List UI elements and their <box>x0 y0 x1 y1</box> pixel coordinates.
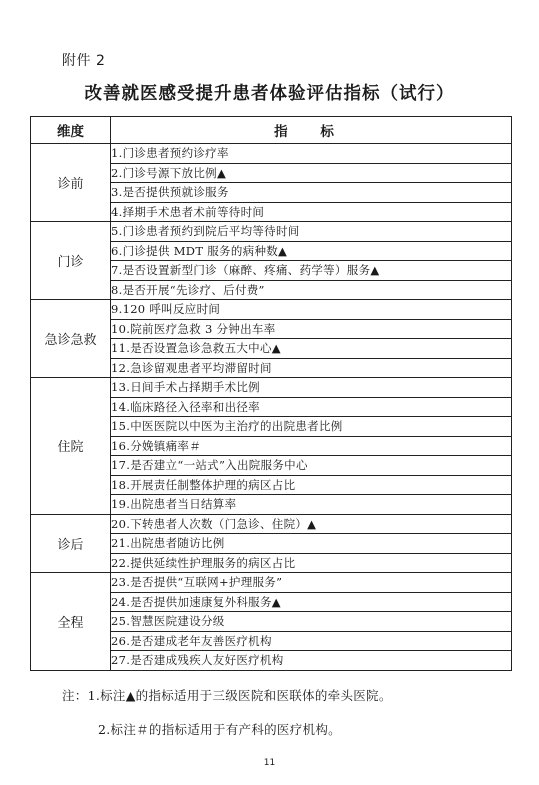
note-2: 2.标注＃的指标适用于有产科的医疗机构。 <box>98 722 341 737</box>
dimension-cell: 诊后 <box>31 514 111 573</box>
dimension-cell: 诊前 <box>31 144 111 222</box>
dimension-cell: 住院 <box>31 378 111 515</box>
table-row <box>31 514 512 534</box>
indicator-cell: 25.智慧医院建设分级 <box>111 612 512 632</box>
table-row <box>31 573 512 593</box>
dimension-cell: 全程 <box>31 573 111 671</box>
indicator-cell: 7.是否设置新型门诊（麻醉、疼痛、药学等）服务▲ <box>111 261 512 281</box>
indicator-cell: 23.是否提供“互联网+护理服务” <box>111 573 512 593</box>
note-1: 注：1.标注▲的指标适用于三级医院和医联体的牵头医院。 <box>62 688 392 703</box>
table-header-row <box>31 117 512 144</box>
indicator-cell: 12.急诊留观患者平均滞留时间 <box>111 358 512 378</box>
indicator-cell: 16.分娩镇痛率＃ <box>111 436 512 456</box>
indicator-cell: 22.提供延续性护理服务的病区占比 <box>111 553 512 573</box>
indicator-cell: 19.出院患者当日结算率 <box>111 495 512 515</box>
indicator-cell: 4.择期手术患者术前等待时间 <box>111 202 512 222</box>
document-title: 改善就医感受提升患者体验评估指标（试行） <box>84 84 455 104</box>
indicator-cell: 27.是否建成残疾人友好医疗机构 <box>111 651 512 671</box>
table-body <box>31 144 512 671</box>
table-row <box>31 222 512 242</box>
indicator-cell: 26.是否建成老年友善医疗机构 <box>111 631 512 651</box>
indicator-cell: 11.是否设置急诊急救五大中心▲ <box>111 339 512 359</box>
indicator-cell: 20.下转患者人次数（门急诊、住院）▲ <box>111 514 512 534</box>
indicator-cell: 10.院前医疗急救 3 分钟出车率 <box>111 319 512 339</box>
indicator-cell: 24.是否提供加速康复外科服务▲ <box>111 592 512 612</box>
indicator-cell: 9.120 呼叫反应时间 <box>111 300 512 320</box>
page-number: 11 <box>263 758 276 768</box>
header-dimension: 维度 <box>31 117 111 144</box>
attachment-label: 附件 2 <box>62 53 106 69</box>
indicator-cell: 1.门诊患者预约诊疗率 <box>111 144 512 164</box>
dimension-cell: 急诊急救 <box>31 300 111 378</box>
indicator-cell: 15.中医医院以中医为主治疗的出院患者比例 <box>111 417 512 437</box>
indicator-cell: 6.门诊提供 MDT 服务的病种数▲ <box>111 241 512 261</box>
indicator-cell: 2.门诊号源下放比例▲ <box>111 163 512 183</box>
indicator-cell: 13.日间手术占择期手术比例 <box>111 378 512 398</box>
dimension-cell: 门诊 <box>31 222 111 300</box>
table-row <box>31 144 512 164</box>
indicator-cell: 17.是否建立“一站式”入出院服务中心 <box>111 456 512 476</box>
indicator-cell: 14.临床路径入径率和出径率 <box>111 397 512 417</box>
indicator-table <box>30 116 512 671</box>
table-row <box>31 378 512 398</box>
table-row <box>31 300 512 320</box>
indicator-cell: 3.是否提供预就诊服务 <box>111 183 512 203</box>
header-indicator: 指 标 <box>111 117 512 144</box>
indicator-cell: 5.门诊患者预约到院后平均等待时间 <box>111 222 512 242</box>
indicator-cell: 18.开展责任制整体护理的病区占比 <box>111 475 512 495</box>
indicator-cell: 8.是否开展“先诊疗、后付费” <box>111 280 512 300</box>
indicator-cell: 21.出院患者随访比例 <box>111 534 512 554</box>
